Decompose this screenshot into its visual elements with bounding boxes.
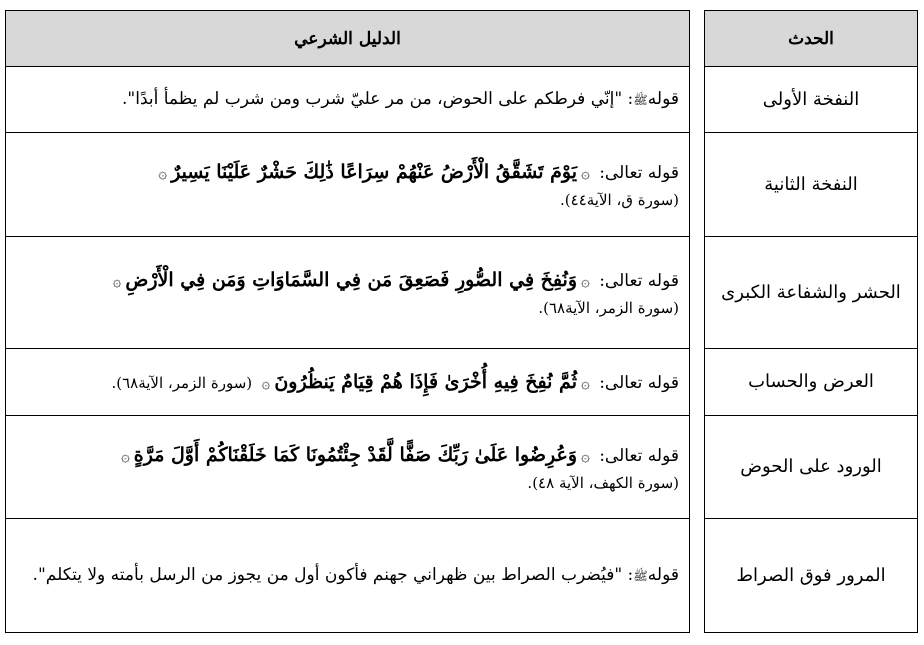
evidence-cell xyxy=(6,67,690,133)
hadith-text: : "إنّي فرطكم على الحوض، من مر عليّ شرب ومن شرب لم يظمأ أبدًا". xyxy=(122,89,634,109)
ornament-open-icon: ۞ xyxy=(581,164,590,182)
verse-reference: (سورة الكهف، الآية ٤٨). xyxy=(527,473,679,492)
event-column-header: الحدث xyxy=(705,11,918,67)
ornament-close-icon: ۞ xyxy=(158,164,168,182)
event-cell: النفخة الثانية xyxy=(705,133,918,237)
ornament-close-icon: ۞ xyxy=(261,373,271,392)
ornament-open-icon: ۞ xyxy=(581,272,590,290)
event-cell: الحشر والشفاعة الكبرى xyxy=(705,237,918,349)
evidence-intro: قوله تعالى: xyxy=(599,372,679,393)
evidence-cell xyxy=(6,416,690,519)
quran-verse: وَنُفِخَ فِي الصُّورِ فَصَعِقَ مَن فِي السَّمَاوَاتِ وَمَن فِي الْأَرْضِ xyxy=(125,269,577,291)
evidence-cell xyxy=(6,237,690,349)
evidence-intro: قوله تعالى: xyxy=(599,445,679,466)
quran-verse: ثُمَّ نُفِخَ فِيهِ أُخْرَىٰ فَإِذَا هُمْ قِيَامٌ يَنظُرُونَ xyxy=(274,370,577,393)
evidence-cell xyxy=(6,519,690,633)
event-table xyxy=(704,10,918,633)
evidence-intro: قوله xyxy=(647,89,679,109)
quran-verse: يَوْمَ تَشَقَّقُ الْأَرْضُ عَنْهُمْ سِرَاعًا ذَٰلِكَ حَشْرٌ عَلَيْنَا يَسِيرٌ xyxy=(171,161,577,183)
event-cell: الورود على الحوض xyxy=(705,416,918,519)
evidence-cell xyxy=(6,133,690,237)
ornament-close-icon: ۞ xyxy=(112,272,122,290)
event-cell: النفخة الأولى xyxy=(705,67,918,133)
hadith-text: : "فيُضرب الصراط بين ظهراني جهنم فأكون أول من يجوز من الرسل بأمته ولا يتكلم". xyxy=(32,565,634,585)
evidence-column-header: الدليل الشرعي xyxy=(6,11,690,67)
evidence-table xyxy=(5,10,690,633)
evidence-intro: قوله تعالى: xyxy=(599,163,679,183)
event-cell: المرور فوق الصراط xyxy=(705,519,918,633)
verse-reference: (سورة ق، الآية٤٤). xyxy=(560,191,679,209)
ornament-open-icon: ۞ xyxy=(581,446,590,465)
evidence-intro: قوله تعالى: xyxy=(599,271,679,291)
salutation-symbol: ﷺ xyxy=(633,569,648,583)
event-cell: العرض والحساب xyxy=(705,349,918,416)
ornament-open-icon: ۞ xyxy=(581,373,590,392)
verse-reference: (سورة الزمر، الآية٦٨). xyxy=(111,373,253,392)
quran-verse: وَعُرِضُوا عَلَىٰ رَبِّكَ صَفًّا لَّقَدْ جِئْتُمُونَا كَمَا خَلَقْنَاكُمْ أَوَّلَ مَرَّةٍ xyxy=(133,443,577,466)
salutation-symbol: ﷺ xyxy=(633,93,648,107)
evidence-cell xyxy=(6,349,690,416)
ornament-close-icon: ۞ xyxy=(120,446,130,465)
verse-reference: (سورة الزمر، الآية٦٨). xyxy=(538,299,679,317)
evidence-intro: قوله xyxy=(647,565,679,585)
